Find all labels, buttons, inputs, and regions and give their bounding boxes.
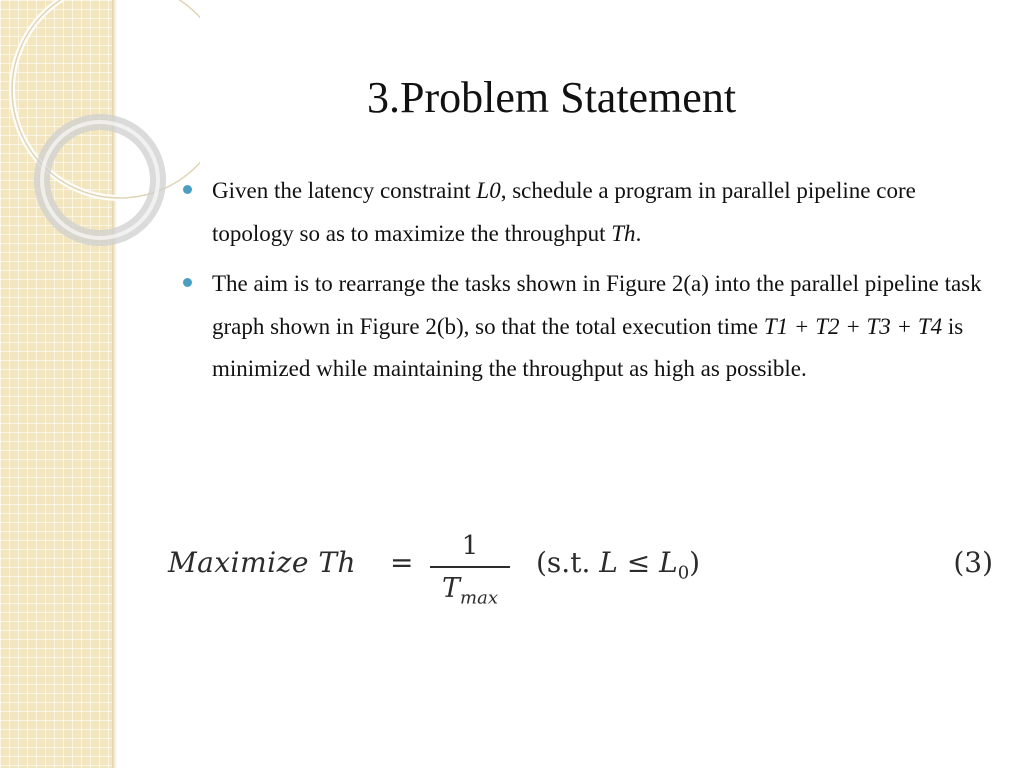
bullet-dot-icon [183, 278, 192, 287]
bullet-text: , schedule a program in parallel pipeline core topology so as to maximize the throughput [212, 178, 916, 246]
constraint-variable: L [599, 546, 618, 579]
fraction-numerator: 1 [461, 531, 479, 561]
equation-lhs: Maximize Th [168, 546, 357, 579]
equation [168, 528, 993, 618]
throughput-symbol: Th [611, 220, 636, 246]
equation-constraint [536, 546, 700, 584]
bullet-dot-icon [183, 185, 192, 194]
constraint-rhs: L [659, 546, 678, 579]
bullet-text: is minimized while maintaining the throughput as high as possible. [212, 313, 964, 381]
bullet-list [180, 170, 990, 399]
bullet-item [180, 263, 990, 391]
bullet-text: Given the latency constraint [212, 178, 477, 203]
constraint-prefix: (s.t. [536, 546, 600, 579]
constraint-operator: ≤ [617, 546, 660, 579]
decorative-circles [0, 0, 200, 300]
fraction-bar [430, 566, 510, 568]
slide-title: 3.Problem Statement [367, 73, 737, 122]
equation-equals: = [390, 546, 414, 579]
equation-fraction [430, 530, 510, 615]
bullet-item [180, 170, 990, 255]
equation-number: (3) [953, 546, 993, 579]
denominator-base: T [442, 572, 461, 604]
bullet-text: The aim is to rearrange the tasks shown in Figure 2(a) into the parallel pipeline task graph shown in Figure 2(b), so that the total execution time [212, 271, 982, 339]
denominator-subscript: max [460, 586, 498, 608]
execution-time-expression: T1 + T2 + T3 + T4 [763, 313, 943, 339]
constraint-suffix: ) [689, 546, 701, 579]
latency-symbol: L0 [476, 178, 501, 203]
bullet-text: . [635, 220, 642, 246]
constraint-rhs-subscript: 0 [677, 562, 690, 584]
fraction-denominator [430, 572, 510, 615]
